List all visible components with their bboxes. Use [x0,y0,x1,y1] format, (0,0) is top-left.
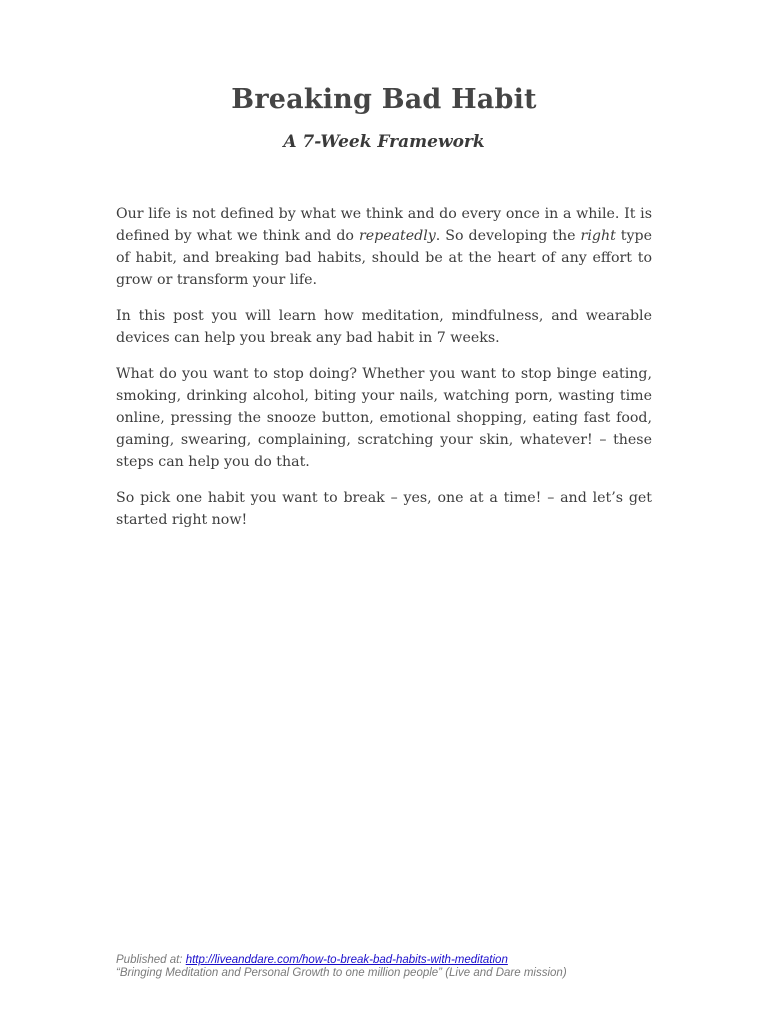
mission-statement: “Bringing Meditation and Personal Growth to one million people” (Live and Dare mission) [116,967,567,979]
paragraph-intro-text-a: Our life is not defined by what we think and do every once in a while. It is defined by what we think and do [116,206,652,244]
document-body [116,203,652,545]
document-subtitle: A 7-Week Framework [283,132,485,152]
paragraph-intro-text-b: . So developing the [435,228,581,244]
emphasis-repeatedly: repeatedly [358,228,436,244]
published-label: Published at: [116,954,186,966]
paragraph-post-overview: In this post you will learn how meditation, mindfulness, and wearable devices can help you break any bad habit in 7 weeks. [116,308,652,346]
paragraph-call-to-action: So pick one habit you want to break – yes, one at a time! – and let’s get started right now! [116,490,652,528]
paragraph-intro-text-c: type of habit, and breaking bad habits, should be at the heart of any effort to grow or transform your life. [116,228,652,288]
emphasis-right: right [580,228,616,244]
published-line [116,954,676,967]
page-footer [116,954,676,980]
published-link[interactable]: http://liveanddare.com/how-to-break-bad-habits-with-meditation [185,954,508,966]
document-title: Breaking Bad Habit [231,84,537,115]
paragraph-intro [116,203,652,291]
paragraph-habit-examples: What do you want to stop doing? Whether you want to stop binge eating, smoking, drinking alcohol, biting your nails, watching porn, wasting time online, pressing the snooze button, emotional shopping, eating fast food, gaming, swearing, complaining, scratching your skin, whatever! – these steps can help you do that. [116,366,652,470]
